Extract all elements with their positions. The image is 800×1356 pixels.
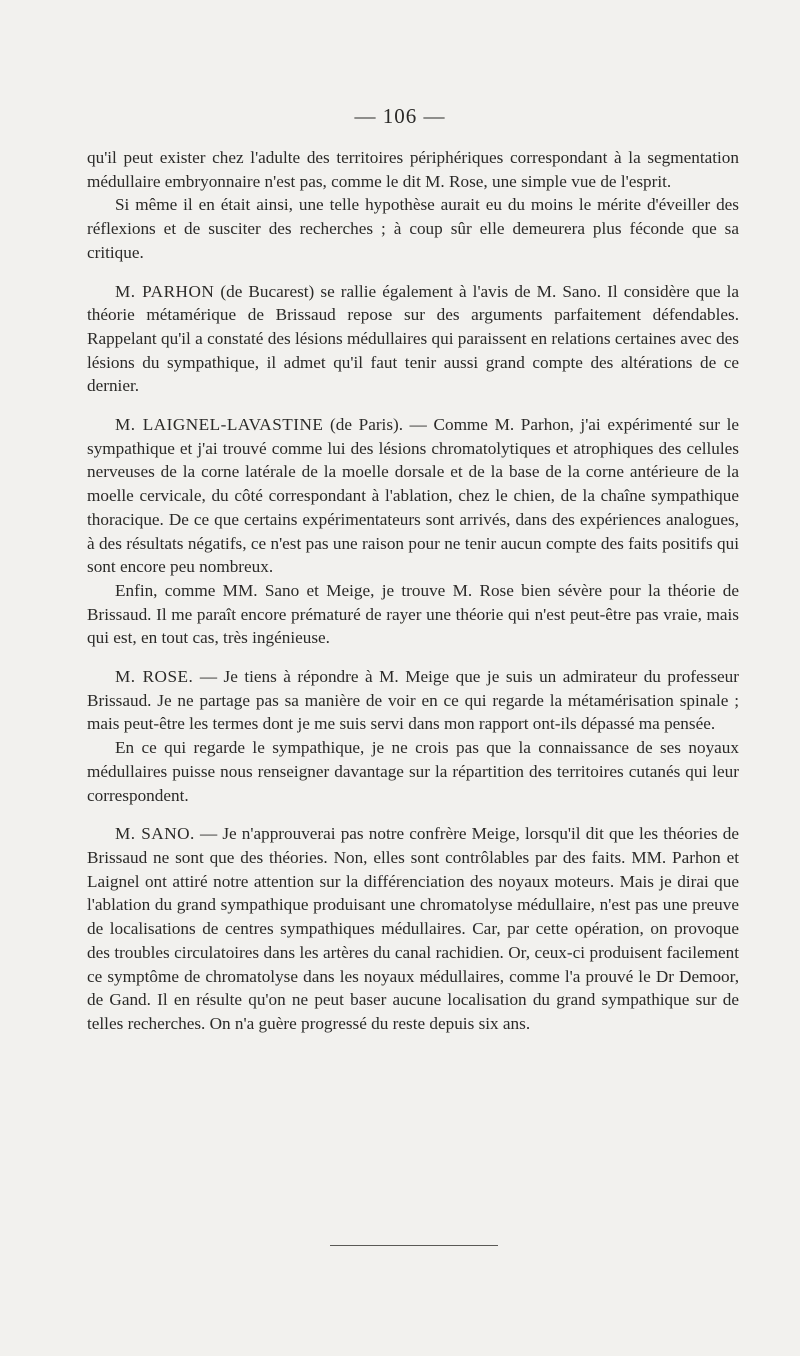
paragraph — [87, 146, 739, 193]
paragraph — [87, 579, 739, 650]
paragraph — [87, 736, 739, 807]
paragraph-text: qu'il peut exister chez l'adulte des territoires périphériques correspondant à la segmentation médullaire embryonnaire n'est pas, comme le dit M. Rose, une simple vue de l'esprit. — [87, 148, 739, 191]
paragraph-text: — Je tiens à répondre à M. Meige que je suis un admirateur du professeur Brissaud. Je ne partage pas sa manière de voir en ce qui regarde la métamérisation spinale ; mais peut-être les termes dont je me suis servi dans mon rapport ont-ils dépassé ma pensée. — [87, 667, 739, 734]
paragraph-text: En ce qui regarde le sympathique, je ne crois pas que la connaissance de ses noyaux médullaires puisse nous renseigner davantage sur la répartition des territoires cutanés qui leur correspondent. — [87, 738, 739, 805]
body-text — [87, 146, 739, 1036]
paragraph — [87, 280, 739, 399]
paragraph-text: (de Paris). — Comme M. Parhon, j'ai expérimenté sur le sympathique et j'ai trouvé comme lui des lésions chromatolytiques et atrophiques des cellules nerveuses de la corne latérale de la moelle dorsale et de la base de la corne antérieure de la moelle cervicale, du côté correspondant à l'ablation, chez le chien, de la chaîne sympathique thoracique. De ce que certains expérimentateurs sont arrivés, dans des expériences analogues, à des résultats négatifs, ce n'est pas une raison pour ne tenir aucun compte des faits positifs qui sont encore peu nombreux. — [87, 415, 739, 577]
paragraph — [87, 193, 739, 264]
end-rule-divider — [330, 1245, 498, 1246]
paragraph-text: (de Bucarest) se rallie également à l'avis de M. Sano. Il considère que la théorie métamérique de Brissaud repose sur des arguments parfaitement défendables. Rappelant qu'il a constaté des lésions médullaires qui paraissent en relations certaines avec des lésions du sympathique, il admet qu'il faut tenir aussi grand compte des altérations de ce dernier. — [87, 281, 739, 396]
paragraph-text: Si même il en était ainsi, une telle hypothèse aurait eu du moins le mérite d'éveiller des réflexions et de susciter des recherches ; à coup sûr elle demeurera plus féconde que sa critique. — [87, 195, 739, 262]
paragraph — [87, 413, 739, 579]
speaker-name: M. PARHON — [115, 281, 215, 301]
speaker-name: M. ROSE. — [115, 667, 194, 687]
paragraph-text: — Je n'approuverai pas notre confrère Meige, lorsqu'il dit que les théories de Brissaud ne sont que des théories. Non, elles sont contrôlables par des faits. MM. Parhon et Laignel ont attiré notre attention sur la différenciation des noyaux moteurs. Mais je dirai que l'ablation du grand sympathique produisant une chromatolyse médullaire, n'est pas une preuve de localisations de centres sympathiques médullaires. Car, par cette opération, on provoque des troubles circulatoires dans les artères du canal rachidien. Or, ceux-ci produisent facilement ce symptôme de chromatolyse dans les noyaux médullaires, comme l'a prouvé le Dr Demoor, de Gand. Il en résulte qu'on ne peut baser aucune localisation du grand sympathique sur de telles recherches. On n'a guère progressé du reste depuis six ans. — [87, 824, 740, 1033]
speaker-name: M. SANO. — [115, 824, 195, 844]
paragraph — [87, 665, 739, 736]
speaker-name: M. LAIGNEL-LAVASTINE — [115, 415, 324, 435]
paragraph — [87, 822, 739, 1035]
paragraph-text: Enfin, comme MM. Sano et Meige, je trouve M. Rose bien sévère pour la théorie de Brissaud. Il me paraît encore prématuré de rayer une théorie qui n'est peut-être pas vraie, mais qui est, en tout cas, très ingénieuse. — [87, 580, 739, 648]
page-number: — 106 — — [354, 104, 446, 128]
